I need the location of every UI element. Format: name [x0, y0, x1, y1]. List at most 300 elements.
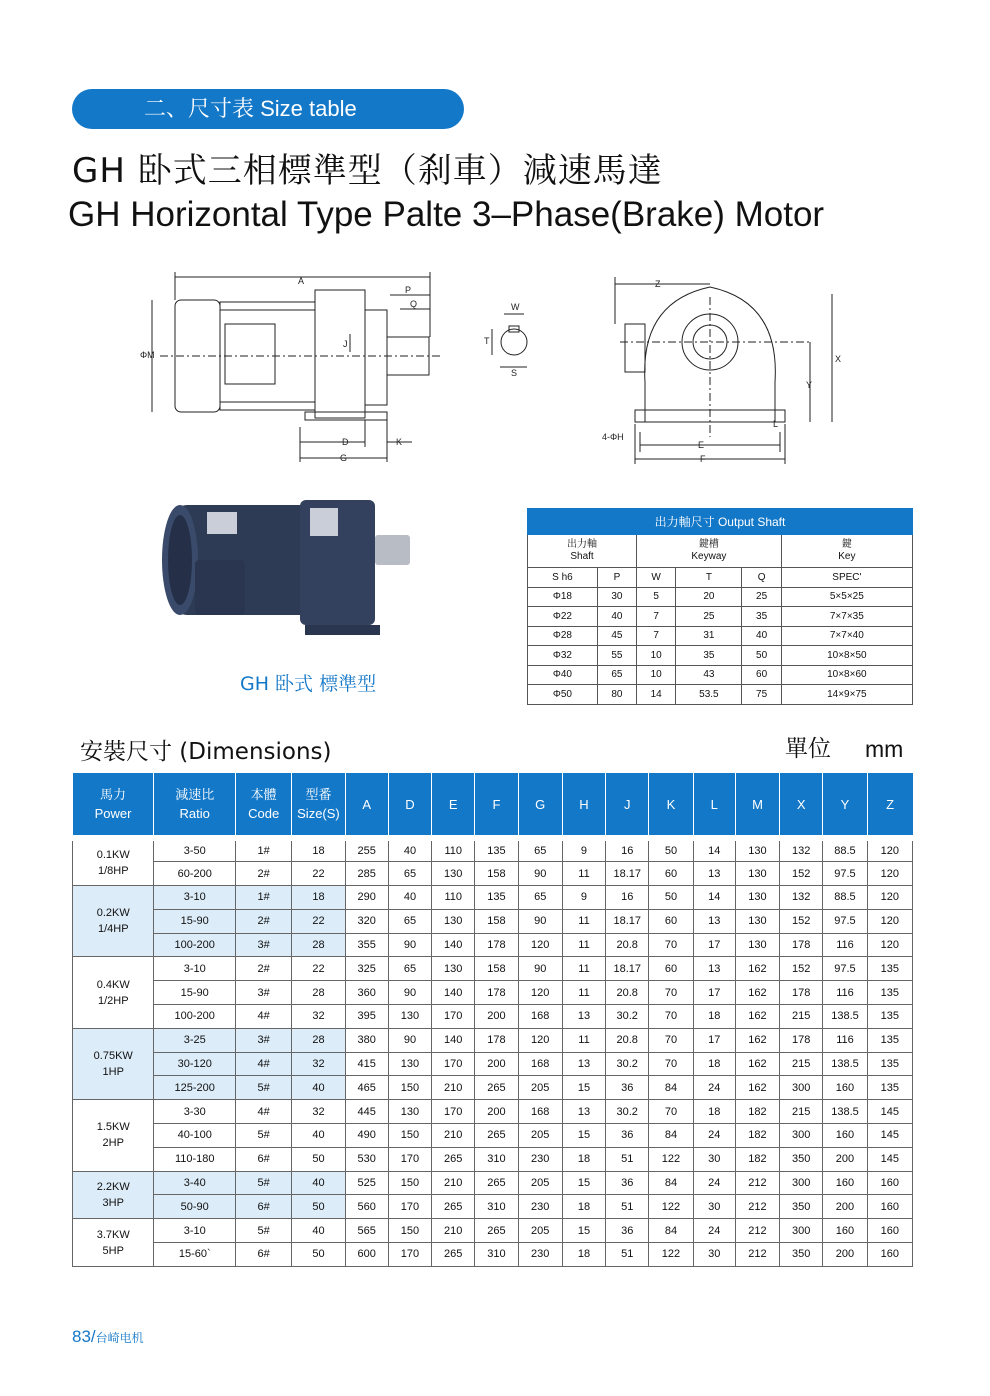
- shaft-cell: 43: [676, 665, 742, 685]
- dim-cell: 160: [823, 1171, 867, 1195]
- dim-cell: 215: [780, 1100, 823, 1124]
- dim-cell: 210: [432, 1171, 475, 1195]
- keyway-group-en: Keyway: [691, 551, 727, 562]
- dim-cell: 285: [345, 862, 388, 886]
- dim-cell: 11: [562, 909, 605, 933]
- dim-label-s: S: [511, 368, 518, 378]
- dim-cell: 395: [345, 1005, 388, 1029]
- dim-cell: 135: [867, 981, 912, 1005]
- dim-row: [73, 1219, 913, 1243]
- dim-cell: 200: [475, 1052, 518, 1076]
- dim-row: [73, 1147, 913, 1171]
- shaft-table-body: [528, 587, 913, 704]
- dim-cell: 70: [649, 1052, 693, 1076]
- dim-cell: 18: [292, 838, 345, 862]
- shaft-cell: 60: [742, 665, 781, 685]
- dim-cell: 600: [345, 1243, 388, 1267]
- dim-cell: 18: [693, 1052, 735, 1076]
- shaft-group-en: Shaft: [570, 551, 594, 562]
- dim-cell: 135: [867, 1028, 912, 1052]
- dim-cell: 200: [823, 1147, 867, 1171]
- dim-cell: 130: [432, 957, 475, 981]
- dim-cell: 120: [518, 981, 562, 1005]
- dim-label-l: L: [773, 419, 779, 429]
- dim-cell: 2#: [235, 862, 291, 886]
- dim-cell: 16: [606, 838, 649, 862]
- dim-row: [73, 909, 913, 933]
- dim-cell: 18.17: [606, 957, 649, 981]
- dim-cell: 360: [345, 981, 388, 1005]
- dim-cell: 200: [823, 1195, 867, 1219]
- dim-cell: 30: [693, 1147, 735, 1171]
- shaft-row: [528, 587, 913, 607]
- dim-cell: 265: [475, 1171, 518, 1195]
- dim-cell: 15: [562, 1171, 605, 1195]
- dim-label-p: P: [405, 285, 412, 295]
- dim-cell: 18.17: [606, 862, 649, 886]
- dim-cell: 3#: [235, 981, 291, 1005]
- dim-col-header: [235, 773, 291, 838]
- dim-cell: 290: [345, 886, 388, 910]
- dim-cell: 90: [518, 862, 562, 886]
- dim-cell: 90: [518, 957, 562, 981]
- dim-cell: 100-200: [154, 933, 235, 957]
- dim-cell: 158: [475, 957, 518, 981]
- dim-row: [73, 862, 913, 886]
- dim-cell: 310: [475, 1243, 518, 1267]
- dim-cell: 182: [735, 1100, 779, 1124]
- shaft-row: [528, 665, 913, 685]
- dim-col-header-line: Size(S): [297, 806, 340, 821]
- shaft-cell: 7: [637, 607, 676, 627]
- dimension-drawing-svg: [120, 262, 880, 477]
- dim-cell: 145: [867, 1124, 912, 1148]
- dim-cell: 300: [780, 1219, 823, 1243]
- output-shaft-table: [527, 508, 913, 705]
- dim-cell: 51: [606, 1147, 649, 1171]
- dim-cell: 13: [562, 1005, 605, 1029]
- power-line: 5HP: [102, 1244, 124, 1257]
- dim-cell: 350: [780, 1195, 823, 1219]
- dim-cell: 22: [292, 909, 345, 933]
- dim-cell: 135: [867, 1005, 912, 1029]
- dim-cell: 565: [345, 1219, 388, 1243]
- dim-cell: 300: [780, 1124, 823, 1148]
- dim-cell: 152: [780, 909, 823, 933]
- dim-col-header: [562, 773, 605, 838]
- dim-cell: 355: [345, 933, 388, 957]
- dim-row: [73, 1171, 913, 1195]
- dim-cell: 22: [292, 862, 345, 886]
- dim-cell: 152: [780, 862, 823, 886]
- col-header: T: [676, 568, 742, 588]
- dim-cell: 5#: [235, 1076, 291, 1100]
- shaft-cell: 40: [742, 626, 781, 646]
- shaft-column-headers: [528, 568, 913, 588]
- shaft-cell: 5×5×25: [781, 587, 912, 607]
- dim-cell: 32: [292, 1052, 345, 1076]
- shaft-cell: 14×9×75: [781, 685, 912, 705]
- shaft-cell: 53.5: [676, 685, 742, 705]
- keyway-group-cn: 鍵槽: [698, 539, 719, 550]
- dim-cell: 4#: [235, 1005, 291, 1029]
- dim-col-header-line: Code: [248, 806, 280, 821]
- col-header: S h6: [528, 568, 598, 588]
- dim-cell: 530: [345, 1147, 388, 1171]
- dim-cell: 130: [735, 886, 779, 910]
- dim-cell: 60-200: [154, 862, 235, 886]
- dim-cell: 18: [693, 1100, 735, 1124]
- dim-cell: 90: [388, 1028, 431, 1052]
- dim-cell: 15: [562, 1076, 605, 1100]
- dim-cell: 6#: [235, 1243, 291, 1267]
- dim-cell: 116: [823, 1028, 867, 1052]
- dim-cell: 24: [693, 1076, 735, 1100]
- dim-col-header-line: Power: [94, 806, 132, 821]
- dim-col-header: [292, 773, 345, 838]
- shaft-cell: 25: [676, 607, 742, 627]
- technical-drawing: [120, 262, 880, 477]
- col-header: Q: [742, 568, 781, 588]
- dim-label-h: 4-ΦH: [602, 432, 624, 442]
- power-cell: [73, 886, 154, 957]
- dim-cell: 40: [292, 1124, 345, 1148]
- dim-label-j: J: [343, 339, 348, 349]
- page-footer: [72, 1327, 144, 1347]
- dim-cell: 178: [475, 933, 518, 957]
- dim-cell: 230: [518, 1243, 562, 1267]
- dim-cell: 230: [518, 1147, 562, 1171]
- dimensions-header-row: [73, 773, 913, 838]
- dim-cell: 50: [649, 838, 693, 862]
- dim-cell: 28: [292, 1028, 345, 1052]
- dim-cell: 36: [606, 1171, 649, 1195]
- dim-col-header-line: Ratio: [179, 806, 210, 821]
- dim-cell: 150: [388, 1124, 431, 1148]
- dim-cell: 212: [735, 1195, 779, 1219]
- dim-cell: 170: [432, 1100, 475, 1124]
- dim-cell: 135: [867, 957, 912, 981]
- dim-cell: 3#: [235, 933, 291, 957]
- dim-cell: 5#: [235, 1124, 291, 1148]
- dim-cell: 16: [606, 886, 649, 910]
- dim-cell: 320: [345, 909, 388, 933]
- dim-cell: 18: [292, 886, 345, 910]
- dim-cell: 170: [388, 1195, 431, 1219]
- dim-cell: 70: [649, 981, 693, 1005]
- shaft-cell: Φ40: [528, 665, 598, 685]
- dim-col-header-line: F: [492, 796, 501, 812]
- shaft-cell: 7×7×35: [781, 607, 912, 627]
- dim-cell: 560: [345, 1195, 388, 1219]
- dim-cell: 51: [606, 1243, 649, 1267]
- dim-col-header-line: X: [796, 796, 806, 812]
- dim-cell: 150: [388, 1171, 431, 1195]
- dim-label-y: Y: [806, 380, 813, 390]
- dim-cell: 135: [867, 1076, 912, 1100]
- dim-cell: 200: [475, 1100, 518, 1124]
- dim-col-header: [73, 773, 154, 838]
- dim-cell: 120: [867, 909, 912, 933]
- dim-cell: 265: [432, 1195, 475, 1219]
- dim-col-header-line: 本體: [250, 787, 277, 802]
- dim-cell: 110: [432, 838, 475, 862]
- dim-cell: 160: [823, 1124, 867, 1148]
- dim-cell: 110: [432, 886, 475, 910]
- dim-label-f: F: [700, 454, 706, 464]
- dim-cell: 120: [867, 862, 912, 886]
- dim-cell: 5#: [235, 1219, 291, 1243]
- dim-cell: 160: [867, 1243, 912, 1267]
- dim-cell: 22: [292, 957, 345, 981]
- dim-cell: 70: [649, 1005, 693, 1029]
- dim-cell: 40: [388, 886, 431, 910]
- dim-row: [73, 1076, 913, 1100]
- dim-col-header-line: M: [752, 796, 763, 812]
- dim-cell: 255: [345, 838, 388, 862]
- dim-cell: 65: [388, 862, 431, 886]
- dim-cell: 40: [292, 1219, 345, 1243]
- dim-cell: 170: [432, 1052, 475, 1076]
- shaft-cell: Φ18: [528, 587, 598, 607]
- dim-cell: 3#: [235, 1028, 291, 1052]
- dim-cell: 13: [562, 1052, 605, 1076]
- dim-cell: 160: [867, 1219, 912, 1243]
- dim-col-header: [606, 773, 649, 838]
- dim-cell: 415: [345, 1052, 388, 1076]
- shaft-cell: Φ28: [528, 626, 598, 646]
- dim-cell: 6#: [235, 1147, 291, 1171]
- dim-row: [73, 1100, 913, 1124]
- dim-cell: 125-200: [154, 1076, 235, 1100]
- dim-cell: 40: [292, 1171, 345, 1195]
- dim-cell: 84: [649, 1076, 693, 1100]
- dim-cell: 138.5: [823, 1052, 867, 1076]
- dim-label-e: E: [698, 440, 705, 450]
- dim-cell: 122: [649, 1147, 693, 1171]
- dim-cell: 162: [735, 1028, 779, 1052]
- output-shaft-title: 出力軸尺寸 Output Shaft: [528, 509, 913, 535]
- dim-cell: 150: [388, 1076, 431, 1100]
- dim-cell: 24: [693, 1219, 735, 1243]
- dimensions-table: [72, 773, 913, 1267]
- dim-cell: 70: [649, 1100, 693, 1124]
- dim-cell: 215: [780, 1052, 823, 1076]
- dim-cell: 300: [780, 1171, 823, 1195]
- shaft-cell: 55: [597, 646, 636, 666]
- dim-cell: 90: [518, 909, 562, 933]
- dim-cell: 36: [606, 1076, 649, 1100]
- dim-cell: 178: [780, 1028, 823, 1052]
- dim-cell: 212: [735, 1243, 779, 1267]
- dim-cell: 5#: [235, 1171, 291, 1195]
- dim-cell: 11: [562, 862, 605, 886]
- dim-cell: 200: [823, 1243, 867, 1267]
- dim-cell: 130: [388, 1005, 431, 1029]
- dim-cell: 18: [562, 1147, 605, 1171]
- dim-cell: 445: [345, 1100, 388, 1124]
- dim-cell: 11: [562, 957, 605, 981]
- dim-cell: 1#: [235, 886, 291, 910]
- shaft-cell: 80: [597, 685, 636, 705]
- dim-cell: 15-60`: [154, 1243, 235, 1267]
- dim-cell: 130: [388, 1100, 431, 1124]
- dim-cell: 162: [735, 1052, 779, 1076]
- dim-cell: 20.8: [606, 981, 649, 1005]
- dim-cell: 162: [735, 1005, 779, 1029]
- dim-col-header: [432, 773, 475, 838]
- shaft-row: [528, 607, 913, 627]
- key-group-header: [781, 535, 912, 568]
- dim-cell: 132: [780, 886, 823, 910]
- dim-cell: 310: [475, 1147, 518, 1171]
- dim-col-header-line: K: [666, 796, 676, 812]
- dim-cell: 212: [735, 1171, 779, 1195]
- dim-cell: 162: [735, 957, 779, 981]
- dim-cell: 3-10: [154, 1219, 235, 1243]
- dim-label-z: Z: [655, 279, 661, 289]
- dim-cell: 70: [649, 933, 693, 957]
- dim-cell: 130: [388, 1052, 431, 1076]
- dim-cell: 135: [475, 838, 518, 862]
- dim-cell: 182: [735, 1124, 779, 1148]
- dim-label-d: D: [342, 437, 349, 447]
- shaft-cell: 31: [676, 626, 742, 646]
- dim-cell: 28: [292, 933, 345, 957]
- product-photo: [155, 490, 425, 645]
- dim-cell: 350: [780, 1243, 823, 1267]
- dim-cell: 18: [693, 1005, 735, 1029]
- dim-cell: 490: [345, 1124, 388, 1148]
- dim-cell: 30: [693, 1195, 735, 1219]
- gear-head: [315, 290, 365, 418]
- dim-cell: 3-30: [154, 1100, 235, 1124]
- unit-label: 單位: [785, 736, 831, 762]
- shaft-cell: Φ22: [528, 607, 598, 627]
- dim-label-g: G: [340, 453, 348, 463]
- dim-cell: 20.8: [606, 1028, 649, 1052]
- power-cell: [73, 1028, 154, 1099]
- dim-cell: 145: [867, 1147, 912, 1171]
- dim-col-header: [388, 773, 431, 838]
- dimensions-title: 安裝尺寸 (Dimensions): [80, 739, 332, 765]
- dim-cell: 100-200: [154, 1005, 235, 1029]
- shaft-cell: 35: [676, 646, 742, 666]
- dim-cell: 30.2: [606, 1052, 649, 1076]
- dim-cell: 182: [735, 1147, 779, 1171]
- dim-cell: 17: [693, 933, 735, 957]
- dim-cell: 60: [649, 862, 693, 886]
- dim-cell: 28: [292, 981, 345, 1005]
- power-cell: [73, 1100, 154, 1171]
- dim-cell: 32: [292, 1100, 345, 1124]
- power-line: 0.1KW: [96, 849, 130, 862]
- dim-cell: 200: [475, 1005, 518, 1029]
- shaft-group-cn: 出力軸: [567, 539, 598, 550]
- dim-cell: 130: [735, 838, 779, 862]
- dim-cell: 11: [562, 981, 605, 1005]
- dim-cell: 13: [693, 957, 735, 981]
- dim-row: [73, 957, 913, 981]
- dim-cell: 15: [562, 1219, 605, 1243]
- power-line: 1/8HP: [97, 865, 129, 878]
- dim-cell: 162: [735, 1076, 779, 1100]
- power-line: 2HP: [102, 1137, 124, 1150]
- product-caption: GH 卧式 標準型: [240, 673, 377, 695]
- dim-cell: 18: [562, 1195, 605, 1219]
- dim-cell: 36: [606, 1124, 649, 1148]
- dim-cell: 140: [432, 1028, 475, 1052]
- dim-label-w: W: [511, 302, 520, 312]
- dim-cell: 17: [693, 981, 735, 1005]
- dim-cell: 205: [518, 1076, 562, 1100]
- shaft-cell: 65: [597, 665, 636, 685]
- shaft-cell: 35: [742, 607, 781, 627]
- dim-cell: 525: [345, 1171, 388, 1195]
- dim-col-header: [649, 773, 693, 838]
- dim-cell: 130: [735, 862, 779, 886]
- dim-cell: 150: [388, 1219, 431, 1243]
- dim-col-header-line: L: [710, 796, 718, 812]
- dim-cell: 88.5: [823, 838, 867, 862]
- dim-row: [73, 1243, 913, 1267]
- dim-row: [73, 1028, 913, 1052]
- dim-col-header-line: 型番: [305, 787, 332, 802]
- dim-cell: 110-180: [154, 1147, 235, 1171]
- shaft-cell: 50: [742, 646, 781, 666]
- dim-cell: 265: [475, 1076, 518, 1100]
- dim-cell: 116: [823, 933, 867, 957]
- shaft-cell: 14: [637, 685, 676, 705]
- dim-cell: 265: [475, 1219, 518, 1243]
- page-title-cn: GH 卧式三相標準型（刹車）減速馬達: [72, 151, 663, 191]
- dim-cell: 168: [518, 1100, 562, 1124]
- dim-cell: 210: [432, 1219, 475, 1243]
- dim-cell: 265: [432, 1243, 475, 1267]
- dim-cell: 170: [388, 1147, 431, 1171]
- dim-cell: 168: [518, 1052, 562, 1076]
- shaft-group-header: [528, 535, 637, 568]
- dim-row: [73, 1052, 913, 1076]
- dim-cell: 2#: [235, 909, 291, 933]
- power-line: 0.75KW: [93, 1050, 133, 1063]
- dim-cell: 205: [518, 1171, 562, 1195]
- keyway-group-header: [637, 535, 782, 568]
- dim-cell: 9: [562, 838, 605, 862]
- dim-cell: 90: [388, 933, 431, 957]
- dim-cell: 380: [345, 1028, 388, 1052]
- dim-cell: 160: [823, 1219, 867, 1243]
- brand-name: 台崎电机: [95, 1331, 144, 1345]
- power-line: 0.2KW: [96, 907, 130, 920]
- dim-cell: 3-10: [154, 957, 235, 981]
- dim-label-t: T: [484, 336, 490, 346]
- power-cell: [73, 1219, 154, 1267]
- power-line: 3.7KW: [96, 1228, 130, 1241]
- dim-cell: 50: [292, 1243, 345, 1267]
- dim-cell: 15: [562, 1124, 605, 1148]
- dim-col-header-line: 馬力: [99, 787, 126, 802]
- power-line: 1.5KW: [96, 1121, 130, 1134]
- dim-cell: 120: [518, 1028, 562, 1052]
- dim-cell: 2#: [235, 957, 291, 981]
- dim-col-header: [518, 773, 562, 838]
- dim-label-a: A: [298, 276, 305, 286]
- dim-cell: 97.5: [823, 957, 867, 981]
- dim-cell: 158: [475, 909, 518, 933]
- dim-col-header: [345, 773, 388, 838]
- power-line: 3HP: [102, 1196, 124, 1209]
